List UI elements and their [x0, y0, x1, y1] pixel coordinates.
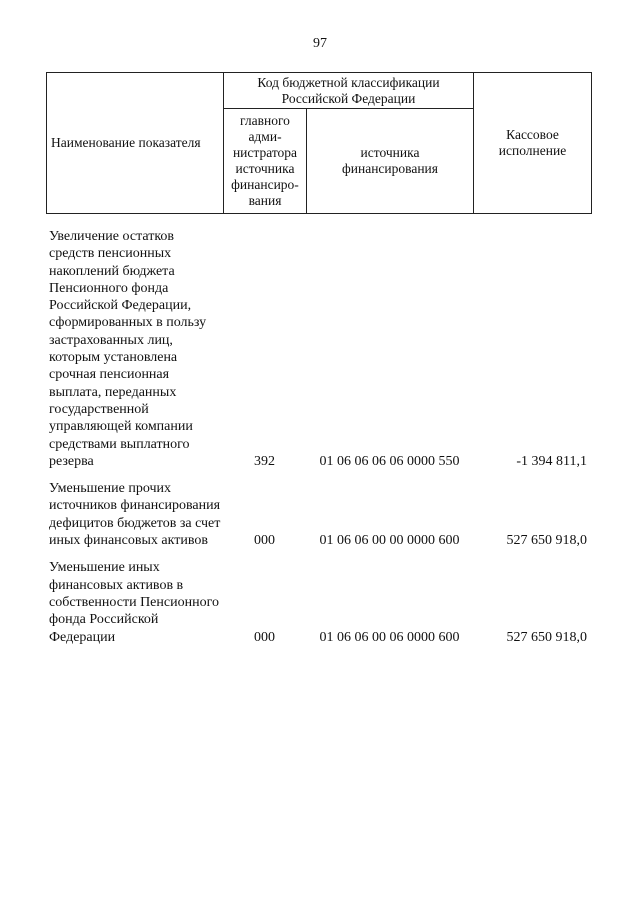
row-source-code: 01 06 06 00 00 0000 600	[319, 533, 460, 549]
row-amount: 527 650 918,0	[506, 629, 587, 645]
row-name: Уменьшение прочих источников финансирования дефицитов бюджетов за счет иных финансовых активов	[49, 481, 221, 549]
header-source: источника финансирования	[307, 109, 474, 214]
row-amount: 527 650 918,0	[506, 533, 587, 549]
row-name: Увеличение остатков средств пенсионных накоплений бюджета Пенсионного фонда Российской Федерации, сформированных в пользу застрахованных лиц, которым установлена срочная пенсионная выплата, переданных государственной управляющей компании средствами выплатного резерва	[49, 229, 207, 469]
table-row	[46, 559, 591, 655]
table-header	[46, 72, 592, 214]
row-amount: -1 394 811,1	[516, 453, 587, 469]
row-admin-code: 000	[254, 629, 275, 645]
table-row	[46, 480, 591, 559]
header-name: Наименование показателя	[47, 73, 224, 214]
row-admin-code: 000	[254, 533, 275, 549]
row-source-code: 01 06 06 06 06 0000 550	[319, 453, 460, 469]
page-number: 97	[313, 36, 327, 51]
row-source-code: 01 06 06 00 06 0000 600	[319, 629, 460, 645]
table-row	[46, 228, 591, 480]
row-admin-code: 392	[254, 453, 275, 469]
header-admin: главного адми-нистратора источника финансиро-вания	[224, 109, 307, 214]
table-body	[46, 228, 591, 656]
header-code-group: Код бюджетной классификации Российской Федерации	[224, 73, 474, 109]
header-amount: Кассовое исполнение	[474, 73, 592, 214]
row-name: Уменьшение иных финансовых активов в собственности Пенсионного фонда Российской Федерации	[49, 560, 219, 645]
